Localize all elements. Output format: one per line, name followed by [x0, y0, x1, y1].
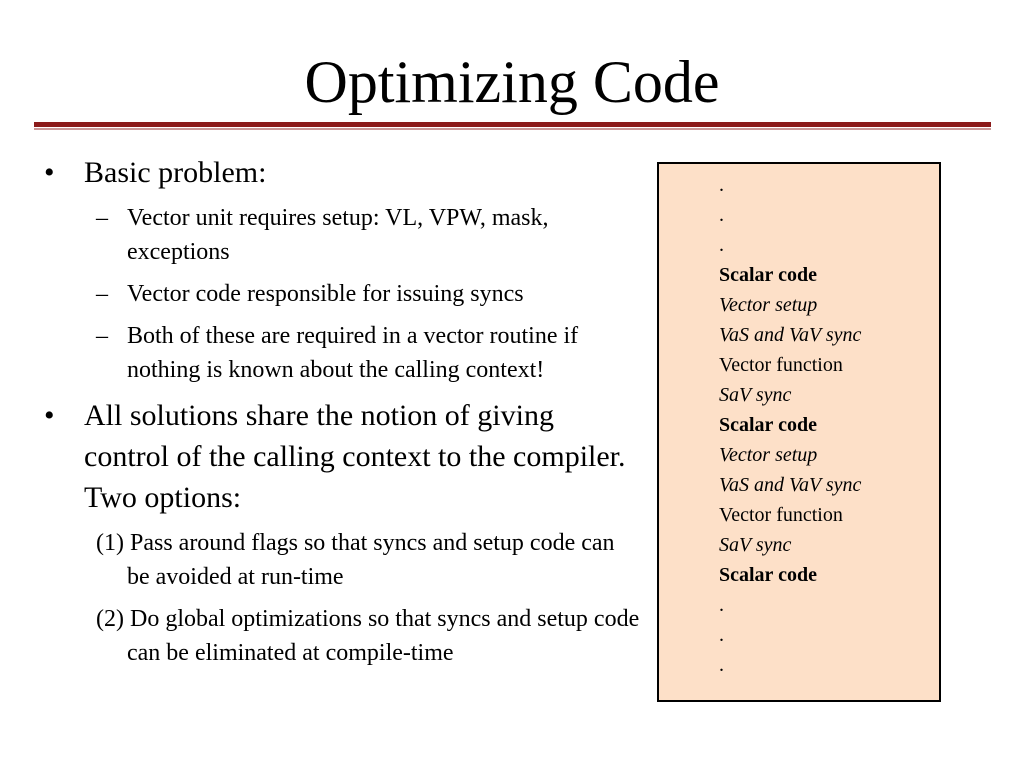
code-flow-line: SaV sync	[719, 534, 792, 556]
option-one: (1) Pass around flags so that syncs and setup code can be avoided at run-time	[96, 530, 615, 590]
code-flow-line: Vector function	[719, 504, 843, 526]
bullet-basic-problem	[40, 152, 640, 193]
ellipsis-dot: .	[719, 594, 724, 616]
bullet-marker: •	[44, 156, 55, 189]
title-divider-shadow	[34, 128, 991, 130]
code-flow-line: Vector function	[719, 354, 843, 376]
ellipsis-dot: .	[719, 234, 724, 256]
sub-bullet-marker: –	[96, 281, 108, 307]
slide-body	[40, 152, 640, 678]
option-two: (2) Do global optimizations so that syncs and setup code can be eliminated at compile-time	[96, 606, 640, 666]
code-flow-box	[657, 162, 941, 702]
code-flow-line: Scalar code	[719, 564, 817, 586]
slide-title: Optimizing Code	[304, 49, 720, 115]
sub-bullet-marker: –	[96, 323, 108, 349]
sub-bullet-text: Vector code responsible for issuing syncs	[127, 281, 524, 307]
code-flow-line: VaS and VaV sync	[719, 474, 862, 496]
ellipsis-dot: .	[719, 624, 724, 646]
ellipsis-dot: .	[719, 174, 724, 196]
sub-bullet-calling-context	[40, 319, 640, 387]
code-flow-line: SaV sync	[719, 384, 792, 406]
sub-bullet-text: Vector unit requires setup: VL, VPW, mask, exceptions	[127, 205, 549, 265]
bullet-text: All solutions share the notion of giving control of the calling context to the compiler. Two options:	[84, 399, 626, 514]
code-flow-lines	[719, 170, 861, 680]
sub-bullet-vector-setup	[40, 201, 640, 269]
code-flow-line: Vector setup	[719, 294, 818, 316]
bullet-all-solutions	[40, 395, 640, 518]
sub-bullet-marker: –	[96, 205, 108, 231]
ellipsis-dot: .	[719, 204, 724, 226]
bullet-marker: •	[44, 399, 55, 432]
code-flow-line: VaS and VaV sync	[719, 324, 862, 346]
code-flow-line: Scalar code	[719, 264, 817, 286]
ellipsis-dot: .	[719, 654, 724, 676]
title-divider	[34, 122, 991, 127]
code-flow-line: Vector setup	[719, 444, 818, 466]
sub-bullet-text: Both of these are required in a vector routine if nothing is known about the calling context!	[127, 323, 579, 383]
bullet-text: Basic problem:	[84, 156, 267, 189]
sub-bullet-syncs	[40, 277, 640, 311]
code-flow-line: Scalar code	[719, 414, 817, 436]
